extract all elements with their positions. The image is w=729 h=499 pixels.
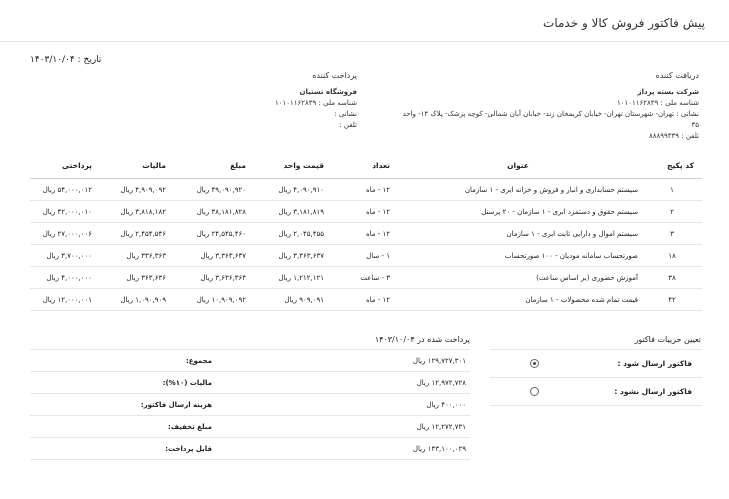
header-title: عنوان: [394, 152, 642, 179]
cell-tax: ۳۳۶,۳۶۳ ریال: [96, 245, 170, 267]
cell-payment: ۱۲,۰۰۰,۰۰۱ ریال: [30, 289, 96, 311]
receiver-address: نشانی : تهران- شهرستان تهران- خیابان کریمخان زند- خیابان آبان شمالی- کوچه پزشک- پلاک ۱۴- واحد: [402, 110, 699, 118]
table-row: [30, 179, 702, 201]
summary-value-total: ۱۲۹,۷۲۷,۳۰۱ ریال: [330, 350, 470, 372]
cell-code: ۴۲: [642, 289, 702, 311]
summary-label-payable: قابل پرداخت:: [30, 438, 330, 460]
cell-code: ۱۸: [642, 245, 702, 267]
summary-value-shipping: ۴۰۰,۰۰۰ ریال: [330, 394, 470, 416]
summary-label-shipping: هزینه ارسال فاکتور:: [30, 394, 330, 416]
summary-label-discount: مبلغ تخفیف:: [30, 416, 330, 438]
invoice-option-no-send[interactable]: [490, 378, 702, 406]
header-unit-price: قیمت واحد: [250, 152, 328, 179]
cell-payment: ۲۷,۰۰۰,۰۰۶ ریال: [30, 223, 96, 245]
cell-tax: ۴,۹۰۹,۰۹۲ ریال: [96, 179, 170, 201]
header-tax: مالیات: [96, 152, 170, 179]
option-no-send-label: فاکتور ارسال نشود :: [596, 378, 702, 406]
cell-amount: ۳۸,۱۸۱,۸۲۸ ریال: [170, 201, 250, 223]
receiver-label: دریافت کننده: [655, 71, 699, 80]
invoice-options-title: تعیین جزییات فاکتور: [634, 335, 701, 344]
invoice-date: تاریخ : ۱۴۰۳/۱۰/۰۴: [30, 55, 102, 65]
invoice-option-send[interactable]: [490, 350, 702, 378]
items-table: [30, 152, 702, 311]
cell-code: ۲: [642, 201, 702, 223]
cell-code: ۳۸: [642, 267, 702, 289]
cell-tax: ۱,۰۹۰,۹۰۹ ریال: [96, 289, 170, 311]
summary-value-discount: ۱۲,۲۷۲,۷۳۱ ریال: [330, 416, 470, 438]
table-row: [30, 289, 702, 311]
summary-value-payable: ۱۴۳,۱۰۰,۰۲۹ ریال: [330, 438, 470, 460]
cell-unit-price: ۳,۱۸۱,۸۱۹ ریال: [250, 201, 328, 223]
summary-value-tax: ۱۲,۹۷۲,۷۲۸ ریال: [330, 372, 470, 394]
table-row: [30, 245, 702, 267]
receiver-phone: تلفن : ۸۸۸۹۹۳۳۹: [648, 132, 699, 140]
cell-unit-price: ۴,۰۹۰,۹۱۰ ریال: [250, 179, 328, 201]
cell-title: آموزش حضوری (بر اساس ساعت): [394, 267, 642, 289]
cell-qty: ۱۲ - ماه: [328, 179, 394, 201]
page-header: [0, 0, 729, 42]
receiver-national-id: شناسه ملی : ۱۰۱۰۱۱۶۲۸۳۹: [616, 99, 699, 107]
cell-title: صورتحساب سامانه مودیان - ۱۰۰ صورتحساب: [394, 245, 642, 267]
summary-row: [30, 416, 470, 438]
page-title: پیش فاکتور فروش کالا و خدمات: [543, 16, 705, 30]
cell-title: سیستم حقوق و دستمزد ابری - ۱ سازمان - ۲۰ پرسنل: [394, 201, 642, 223]
cell-payment: ۴۲,۰۰۰,۰۱۰ ریال: [30, 201, 96, 223]
table-row: [30, 223, 702, 245]
cell-qty: ۳ - ساعت: [328, 267, 394, 289]
payer-label: پرداخت کننده: [312, 71, 357, 80]
items-table-header: [30, 152, 702, 179]
cell-amount: ۴۹,۰۹۰,۹۲۰ ریال: [170, 179, 250, 201]
receiver-address-cont: ۳۵: [691, 121, 699, 129]
cell-qty: ۱ - سال: [328, 245, 394, 267]
cell-tax: ۲,۴۵۴,۵۴۶ ریال: [96, 223, 170, 245]
payer-store: فروشگاه تستیان: [299, 88, 357, 96]
cell-payment: ۳,۷۰۰,۰۰۰ ریال: [30, 245, 96, 267]
header-qty: تعداد: [328, 152, 394, 179]
cell-unit-price: ۹۰۹,۰۹۱ ریال: [250, 289, 328, 311]
summary-label-total: مجموع:: [30, 350, 330, 372]
summary-row: [30, 350, 470, 372]
cell-qty: ۱۲ - ماه: [328, 289, 394, 311]
receiver-company: شرکت بسته پرداز: [637, 88, 699, 96]
header-amount: مبلغ: [170, 152, 250, 179]
cell-amount: ۱۰,۹۰۹,۰۹۲ ریال: [170, 289, 250, 311]
cell-amount: ۳,۶۳۶,۳۶۴ ریال: [170, 267, 250, 289]
cell-title: سیستم حسابداری و انبار و فروش و خزانه ابری - ۱ سازمان: [394, 179, 642, 201]
summary-row: [30, 394, 470, 416]
header-payment: پرداختی: [30, 152, 96, 179]
cell-amount: ۳,۳۶۳,۶۳۷ ریال: [170, 245, 250, 267]
table-row: [30, 267, 702, 289]
payer-phone: تلفن :: [339, 121, 357, 129]
cell-title: سیستم اموال و دارایی ثابت ابری - ۱ سازمان: [394, 223, 642, 245]
cell-amount: ۲۴,۵۴۵,۴۶۰ ریال: [170, 223, 250, 245]
summary-row: [30, 438, 470, 460]
summary-row: [30, 372, 470, 394]
cell-qty: ۱۲ - ماه: [328, 223, 394, 245]
option-send-label: فاکتور ارسال شود :: [596, 350, 702, 378]
no-send-invoice-radio[interactable]: [530, 387, 539, 396]
summary-label-tax: مالیات (۱۰%):: [30, 372, 330, 394]
summary-title: پرداخت شده در ۱۴۰۳/۱۰/۰۴: [374, 335, 470, 344]
invoice-options-table: [490, 349, 702, 406]
cell-tax: ۳,۸۱۸,۱۸۲ ریال: [96, 201, 170, 223]
cell-unit-price: ۱,۲۱۲,۱۲۱ ریال: [250, 267, 328, 289]
cell-unit-price: ۳,۳۶۳,۶۳۷ ریال: [250, 245, 328, 267]
payer-national-id: شناسه ملی : ۱۰۱۰۱۱۶۲۸۳۹: [274, 99, 357, 107]
cell-tax: ۳۶۳,۶۳۶ ریال: [96, 267, 170, 289]
cell-code: ۱: [642, 179, 702, 201]
cell-qty: ۱۲ - ماه: [328, 201, 394, 223]
cell-payment: ۵۴,۰۰۰,۰۱۲ ریال: [30, 179, 96, 201]
cell-code: ۳: [642, 223, 702, 245]
summary-table: [30, 349, 470, 460]
cell-payment: ۴,۰۰۰,۰۰۰ ریال: [30, 267, 96, 289]
cell-unit-price: ۲,۰۴۵,۴۵۵ ریال: [250, 223, 328, 245]
send-invoice-radio[interactable]: [530, 359, 539, 368]
cell-title: قیمت تمام شده محصولات - ۱ سازمان: [394, 289, 642, 311]
payer-address: نشانی :: [334, 110, 357, 118]
table-row: [30, 201, 702, 223]
header-code: کد پکیج: [642, 152, 702, 179]
